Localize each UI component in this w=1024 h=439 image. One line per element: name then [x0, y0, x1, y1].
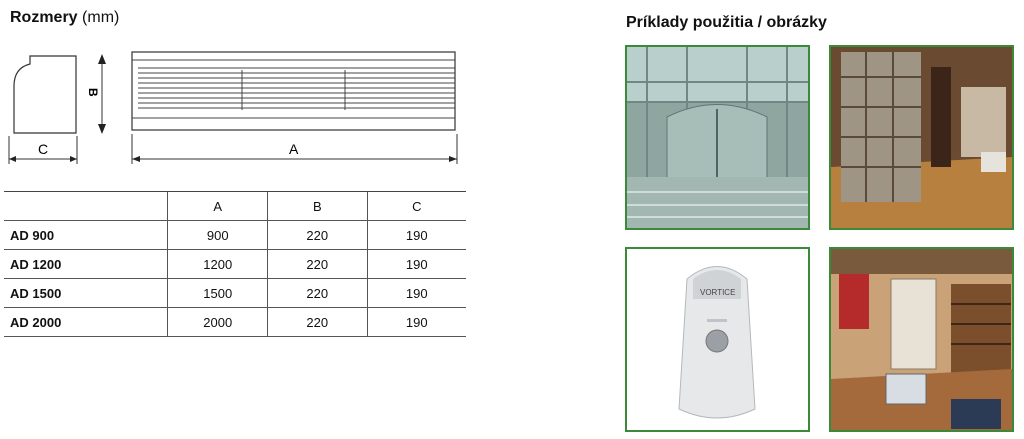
dimension-diagram — [0, 40, 470, 175]
a-cell: 1200 — [168, 250, 268, 279]
dimensions-unit: (mm) — [82, 9, 120, 26]
label-c: C — [38, 141, 49, 157]
table-row — [4, 250, 466, 279]
remote-brand-logo: VORTICE — [700, 288, 736, 297]
b-cell: 220 — [268, 221, 367, 250]
b-cell: 220 — [268, 250, 367, 279]
a-cell: 2000 — [168, 308, 268, 337]
entrance-photo — [625, 45, 810, 230]
remote-button-icon — [706, 330, 728, 352]
c-cell: 190 — [367, 221, 466, 250]
label-a: A — [289, 141, 299, 157]
table-header-a: A — [168, 192, 268, 221]
remote-control-photo — [625, 247, 810, 432]
model-cell: AD 900 — [4, 221, 168, 250]
table-header-row — [4, 192, 466, 221]
examples-heading: Príklady použitia / obrázky — [626, 14, 827, 31]
table-row — [4, 221, 466, 250]
b-cell: 220 — [268, 308, 367, 337]
c-cell: 190 — [367, 308, 466, 337]
table-header-b: B — [268, 192, 367, 221]
dimensions-title: Rozmery — [10, 9, 78, 26]
c-cell: 190 — [367, 279, 466, 308]
side-profile-outline — [14, 56, 76, 133]
dimensions-heading — [10, 9, 119, 27]
store-interior-photo — [829, 247, 1014, 432]
shop-interior-photo — [829, 45, 1014, 230]
label-b: B — [86, 88, 100, 97]
c-cell: 190 — [367, 250, 466, 279]
b-cell: 220 — [268, 279, 367, 308]
dimensions-table — [4, 191, 466, 337]
a-cell: 900 — [168, 221, 268, 250]
table-row — [4, 279, 466, 308]
table-header-c: C — [367, 192, 466, 221]
model-cell: AD 2000 — [4, 308, 168, 337]
model-cell: AD 1200 — [4, 250, 168, 279]
a-cell: 1500 — [168, 279, 268, 308]
model-cell: AD 1500 — [4, 279, 168, 308]
table-header-model — [4, 192, 168, 221]
table-row — [4, 308, 466, 337]
